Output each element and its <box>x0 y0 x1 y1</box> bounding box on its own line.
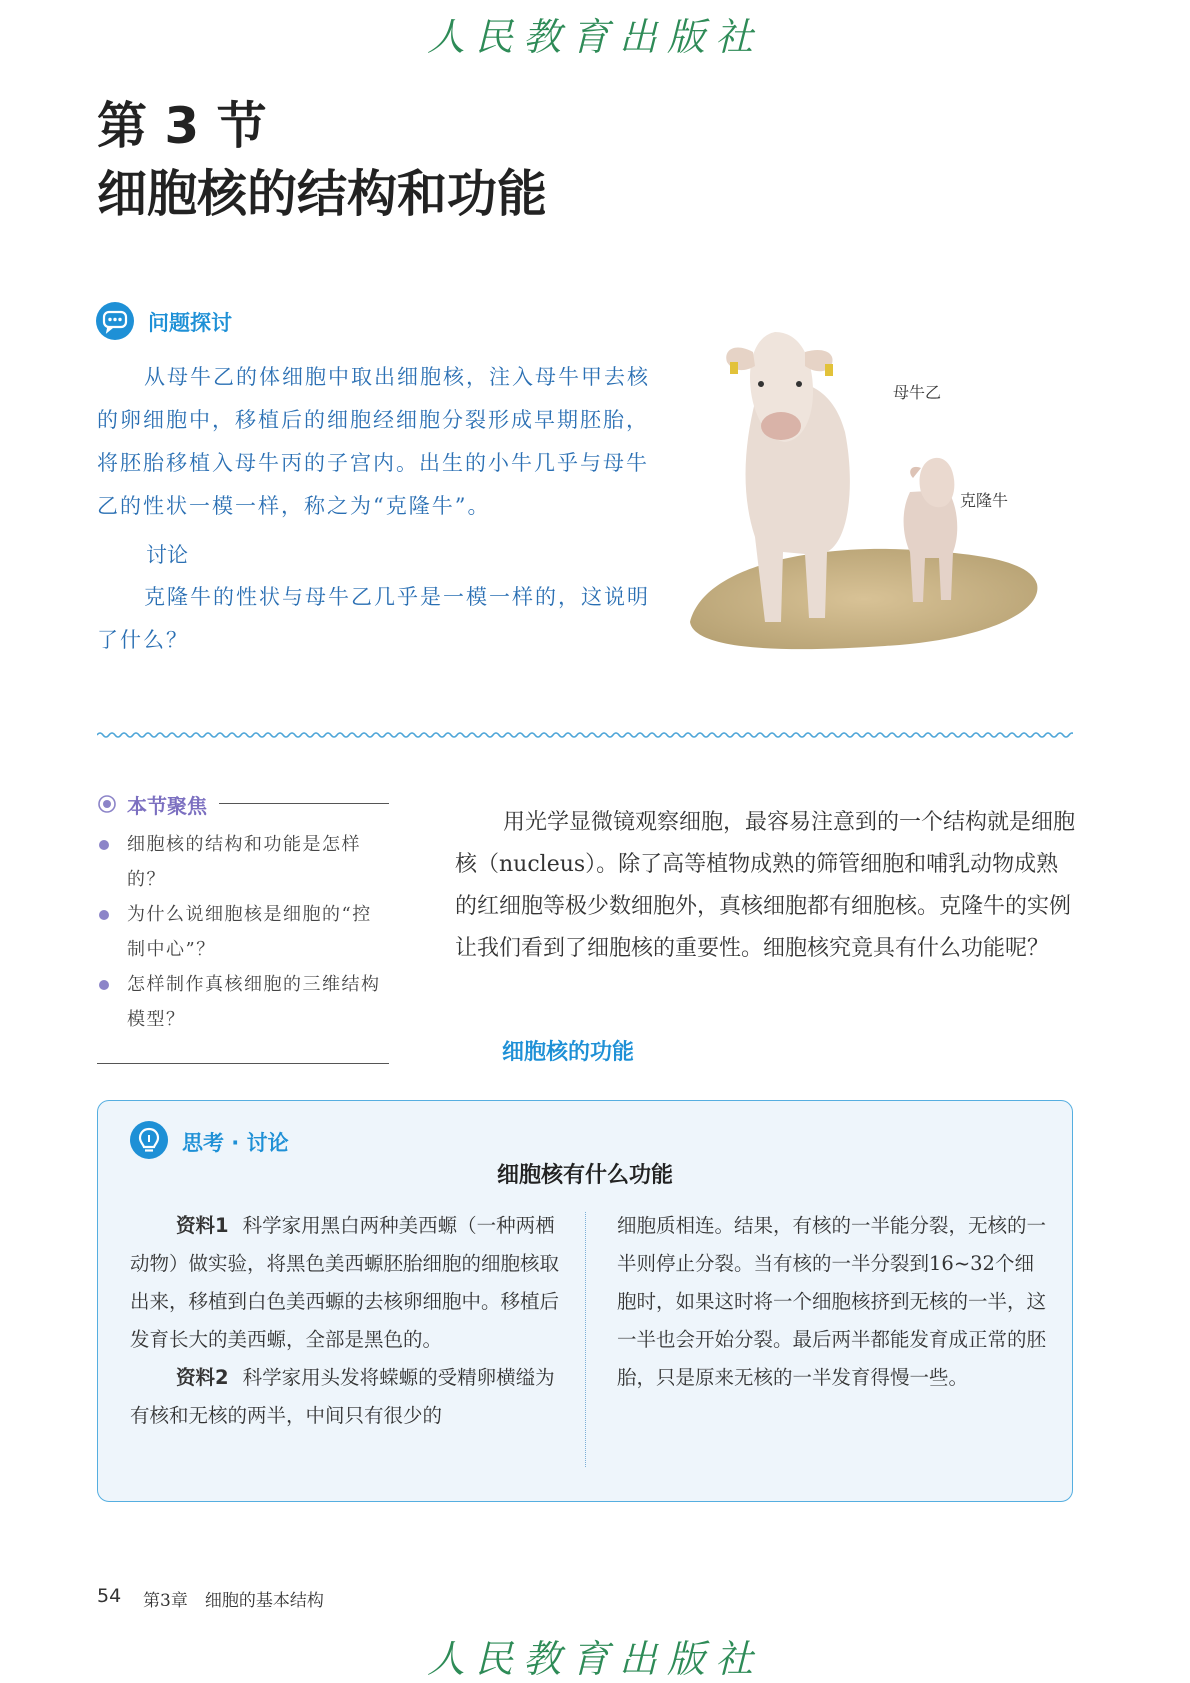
discussion-label: 讨论 <box>146 543 188 567</box>
focus-item: 细胞核的结构和功能是怎样的？ <box>97 827 389 897</box>
publisher-watermark-bottom: 人民教育出版社 <box>426 1637 763 1681</box>
think-title: 细胞核有什么功能 <box>496 1163 673 1188</box>
section-title <box>97 92 547 228</box>
page-number: 54 <box>97 1585 122 1607</box>
material-column-left <box>130 1207 560 1435</box>
label-clone-cow: 克隆牛 <box>960 491 1009 510</box>
focus-list <box>97 827 389 1037</box>
material-2: 资料2 科学家用头发将蝾螈的受精卵横缢为有核和无核的两半，中间只有很少的 <box>130 1366 555 1427</box>
focus-item: 怎样制作真核细胞的三维结构模型？ <box>97 967 389 1037</box>
focus-bottom-rule <box>97 1063 389 1064</box>
focus-label: 本节聚焦 <box>127 794 207 818</box>
problem-text: 从母牛乙的体细胞中取出细胞核，注入母牛甲去核的卵细胞中，移植后的细胞经细胞分裂形成早期胚胎，将胚胎移植入母牛丙的子宫内。出生的小牛几乎与母牛乙的性状一模一样，称之为“克隆牛”。 <box>97 365 650 518</box>
material-2-continued: 细胞质相连。结果，有核的一半能分裂，无核的一半则停止分裂。当有核的一半分裂到16~32个细胞时，如果这时将一个细胞核挤到无核的一半，这一半也会开始分裂。最后两半都能发育成正常的胚胎，只是原来无核的一半发育得慢一些。 <box>617 1214 1047 1389</box>
bullet-dot-icon <box>99 840 109 850</box>
target-icon <box>97 794 117 814</box>
bullet-dot-icon <box>99 910 109 920</box>
chat-bubble-icon <box>96 302 134 340</box>
subheading: 细胞核的功能 <box>502 1040 635 1065</box>
section-name: 细胞核的结构和功能 <box>97 165 547 223</box>
main-paragraph: 用光学显微镜观察细胞，最容易注意到的一个结构就是细胞核（nucleus）。除了高等植物成熟的筛管细胞和哺乳动物成熟的红细胞等极少数细胞外，真核细胞都有细胞核。克隆牛的实例让我们看到了细胞核的重要性。细胞核究竟具有什么功能呢？ <box>455 810 1076 961</box>
wavy-divider <box>97 724 1073 743</box>
bullet-dot-icon <box>99 980 109 990</box>
material-column-right <box>617 1207 1047 1397</box>
column-divider <box>585 1212 586 1467</box>
focus-rule <box>219 803 389 804</box>
problem-label: 问题探讨 <box>148 311 232 335</box>
lightbulb-icon <box>130 1121 168 1159</box>
material-1: 资料1 科学家用黑白两种美西螈（一种两栖动物）做实验，将黑色美西螈胚胎细胞的细胞核取出来，移植到白色美西螈的去核卵细胞中。移植后发育长大的美西螈，全部是黑色的。 <box>130 1214 560 1351</box>
focus-item: 为什么说细胞核是细胞的“控制中心”？ <box>97 897 389 967</box>
section-number: 第 3 节 <box>97 97 267 155</box>
chapter-label: 第3章 细胞的基本结构 <box>143 1591 324 1611</box>
focus-header <box>97 790 389 818</box>
label-mother-cow: 母牛乙 <box>893 383 942 402</box>
publisher-watermark-top: 人民教育出版社 <box>426 15 763 59</box>
discussion-text: 克隆牛的性状与母牛乙几乎是一模一样的，这说明了什么？ <box>97 585 650 652</box>
think-header <box>130 1121 430 1161</box>
think-label: 思考 · 讨论 <box>182 1131 289 1155</box>
